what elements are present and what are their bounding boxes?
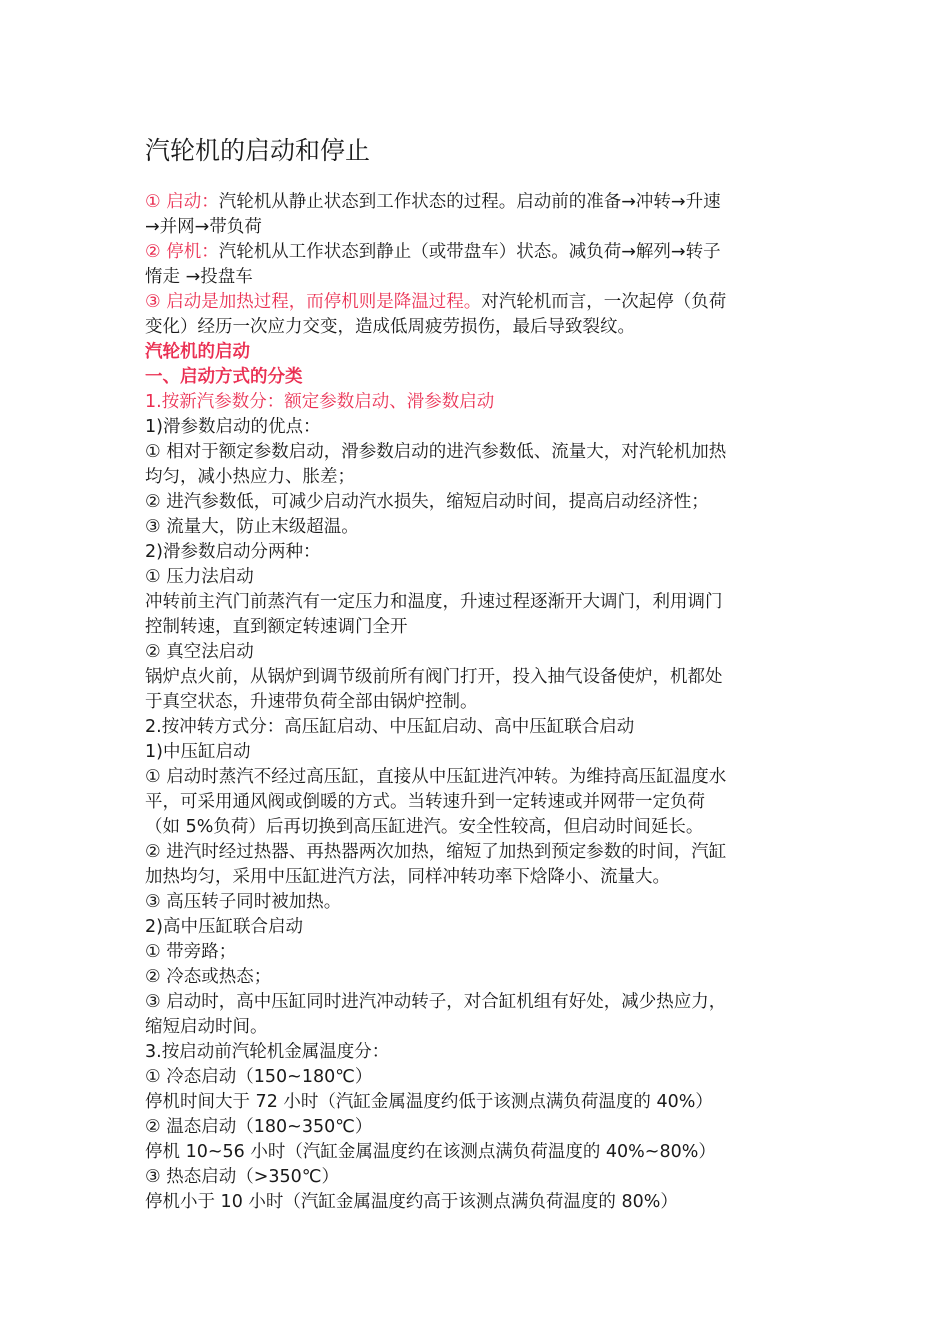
text-line <box>145 965 815 990</box>
line-text: ① 压力法启动 <box>145 567 254 587</box>
text-line <box>145 790 815 815</box>
section-heading: 汽轮机的启动 <box>145 342 250 362</box>
text-line <box>145 1015 815 1040</box>
text-line <box>145 290 815 315</box>
highlight-lead: ② 停机： <box>145 242 219 262</box>
text-line <box>145 265 815 290</box>
text-line <box>145 690 815 715</box>
document-title: 汽轮机的启动和停止 <box>145 136 371 165</box>
line-text: 锅炉点火前，从锅炉到调节级前所有阀门打开，投入抽气设备使炉，机都处 <box>145 667 723 687</box>
text-line <box>145 540 815 565</box>
line-text: 冲转前主汽门前蒸汽有一定压力和温度，升速过程逐渐开大调门，利用调门 <box>145 592 723 612</box>
line-text: ③ 流量大，防止末级超温。 <box>145 517 359 537</box>
text-line <box>145 565 815 590</box>
text-line <box>145 1140 815 1165</box>
section-heading: 一、启动方式的分类 <box>145 367 303 387</box>
highlight-lead: ① 启动： <box>145 192 219 212</box>
line-text: ① 带旁路； <box>145 942 237 962</box>
text-line <box>145 440 815 465</box>
line-text: 2)高中压缸联合启动 <box>145 917 303 937</box>
text-line <box>145 1090 815 1115</box>
text-line <box>145 615 815 640</box>
line-text: 2)滑参数启动分两种： <box>145 542 321 562</box>
text-line <box>145 390 815 415</box>
text-line <box>145 815 815 840</box>
highlight-lead: 1.按新汽参数分：额定参数启动、滑参数启动 <box>145 392 495 412</box>
text-line <box>145 665 815 690</box>
text-line <box>145 415 815 440</box>
text-line <box>145 190 815 215</box>
line-text: ② 冷态或热态； <box>145 967 272 987</box>
line-text: ③ 高压转子同时被加热。 <box>145 892 342 912</box>
line-text: ② 真空法启动 <box>145 642 254 662</box>
text-line <box>145 365 815 390</box>
line-text: 2.按冲转方式分：高压缸启动、中压缸启动、高中压缸联合启动 <box>145 717 635 737</box>
text-line <box>145 340 815 365</box>
text-line <box>145 865 815 890</box>
line-text: ① 启动时蒸汽不经过高压缸，直接从中压缸进汽冲转。为维持高压缸温度水 <box>145 767 727 787</box>
text-line <box>145 590 815 615</box>
text-line <box>145 640 815 665</box>
text-line <box>145 515 815 540</box>
text-line <box>145 940 815 965</box>
line-text: 于真空状态，升速带负荷全部由锅炉控制。 <box>145 692 478 712</box>
line-text: 汽轮机从静止状态到工作状态的过程。启动前的准备→冲转→升速 <box>218 192 721 212</box>
line-text: 停机小于 10 小时（汽缸金属温度约高于该测点满负荷温度的 80%） <box>145 1192 678 1212</box>
line-text: 停机时间大于 72 小时（汽缸金属温度约低于该测点满负荷温度的 40%） <box>145 1092 713 1112</box>
line-text: 变化）经历一次应力交变，造成低周疲劳损伤，最后导致裂纹。 <box>145 317 635 337</box>
text-line <box>145 465 815 490</box>
line-text: 惰走 →投盘车 <box>145 267 253 287</box>
line-text: 3.按启动前汽轮机金属温度分： <box>145 1042 390 1062</box>
document-body <box>145 190 815 1215</box>
line-text: （如 5%负荷）后再切换到高压缸进汽。安全性较高，但启动时间延长。 <box>145 817 704 837</box>
text-line <box>145 1065 815 1090</box>
text-line <box>145 890 815 915</box>
line-text: ③ 启动时，高中压缸同时进汽冲动转子，对合缸机组有好处，减少热应力， <box>145 992 727 1012</box>
text-line <box>145 840 815 865</box>
line-text: 汽轮机从工作状态到静止（或带盘车）状态。减负荷→解列→转子 <box>218 242 721 262</box>
text-line <box>145 715 815 740</box>
line-text: 缩短启动时间。 <box>145 1017 268 1037</box>
line-text: 加热均匀，采用中压缸进汽方法，同样冲转功率下焓降小、流量大。 <box>145 867 670 887</box>
line-text: ③ 热态启动（>350℃） <box>145 1167 339 1187</box>
line-text: 均匀，减小热应力、胀差； <box>145 467 355 487</box>
text-line <box>145 240 815 265</box>
line-text: 对汽轮机而言，一次起停（负荷 <box>481 292 727 312</box>
text-line <box>145 1190 815 1215</box>
line-text: ① 冷态启动（150~180℃） <box>145 1067 373 1087</box>
line-text: →并网→带负荷 <box>145 217 262 237</box>
line-text: ① 相对于额定参数启动，滑参数启动的进汽参数低、流量大，对汽轮机加热 <box>145 442 727 462</box>
text-line <box>145 765 815 790</box>
text-line <box>145 915 815 940</box>
line-text: 控制转速，直到额定转速调门全开 <box>145 617 408 637</box>
line-text: ② 进汽时经过热器、再热器两次加热，缩短了加热到预定参数的时间，汽缸 <box>145 842 727 862</box>
line-text: 平，可采用通风阀或倒暖的方式。当转速升到一定转速或并网带一定负荷 <box>145 792 705 812</box>
line-text: 停机 10~56 小时（汽缸金属温度约在该测点满负荷温度的 40%~80%） <box>145 1142 716 1162</box>
text-line <box>145 1165 815 1190</box>
line-text: ② 温态启动（180~350℃） <box>145 1117 373 1137</box>
text-line <box>145 315 815 340</box>
line-text: 1)滑参数启动的优点： <box>145 417 321 437</box>
text-line <box>145 490 815 515</box>
text-line <box>145 740 815 765</box>
text-line <box>145 990 815 1015</box>
text-line <box>145 1115 815 1140</box>
highlight-lead: ③ 启动是加热过程，而停机则是降温过程。 <box>145 292 482 312</box>
line-text: ② 进汽参数低，可减少启动汽水损失，缩短启动时间，提高启动经济性； <box>145 492 709 512</box>
text-line <box>145 1040 815 1065</box>
text-line <box>145 215 815 240</box>
line-text: 1)中压缸启动 <box>145 742 251 762</box>
